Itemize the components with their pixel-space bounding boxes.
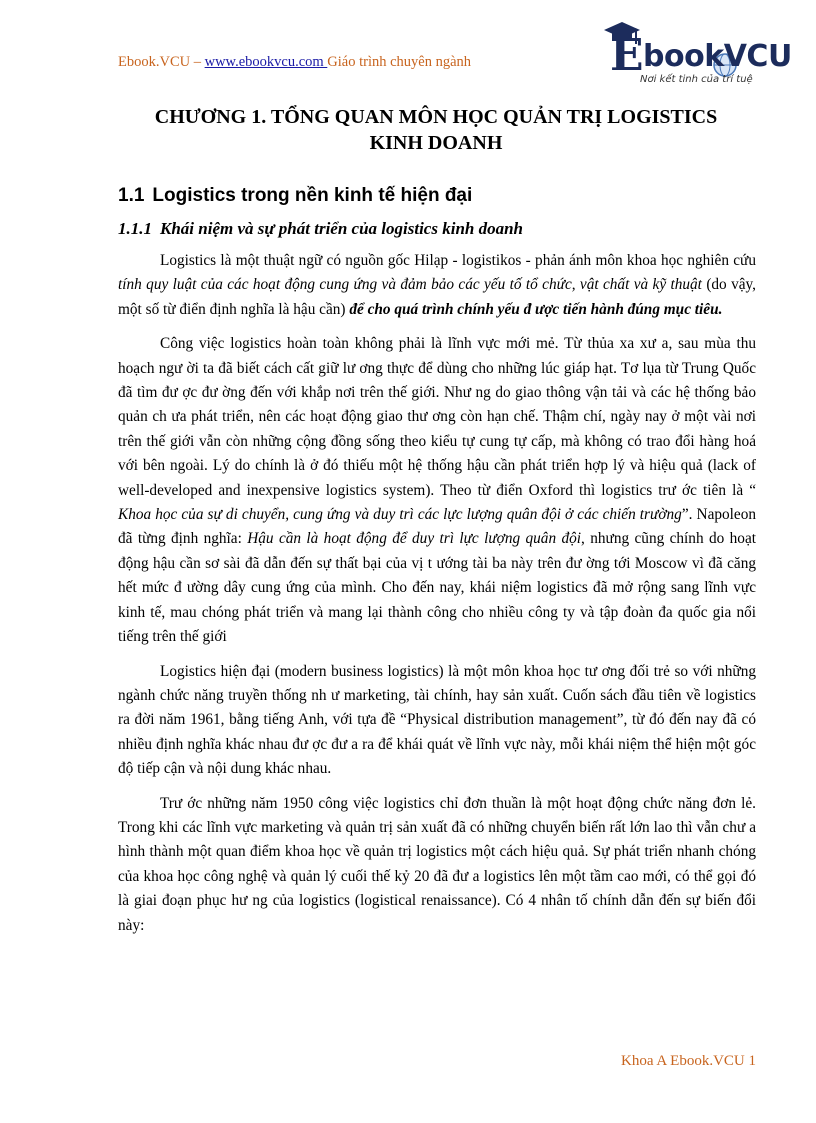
header-right-text: Giáo trình chuyên ngành [327, 54, 472, 70]
page-footer: Khoa A Ebook.VCU 1 [621, 1053, 756, 1069]
subsection-number: 1.1.1 [118, 219, 152, 238]
section-number: 1.1 [118, 185, 145, 206]
p2-text-2: ”. Napoleon đã từng định nghĩa: [118, 506, 756, 548]
p2-text-3: , nhưng cũng chính do hoạt động hậu cần sơ sài đã dẫn đến sự thất bại của vị t ướng tài ba này trên đư ờng tới Moscow vì đã căng hết mức đ ường dây cung ứng của mình. Cho đến nay, khái niệm logistics đã mở rộng sang lĩnh vực kinh tế, mau chóng phát triển và mang lại thành công cho nhiều công ty và tập đoàn đa quốc gia nổi tiếng trên thế giới [118, 530, 756, 646]
header-website-link[interactable]: www.ebookvcu.com [204, 54, 328, 70]
logo-letter-e: E [610, 30, 644, 81]
section-title: Logistics trong nền kinh tế hiện đại [152, 185, 473, 206]
p1-text: Logistics là một thuật ngữ có nguồn gốc Hilạp - logistikos - phản ánh môn khoa học nghiên cứu [160, 252, 756, 269]
paragraph-4: Trư ớc những năm 1950 công việc logistics chỉ đơn thuần là một hoạt động chức năng đơn lẻ. Trong khi các lĩnh vực marketing và quản trị sản xuất đã có những chuyển biến rất lớn lao thì vẫn chư a hình thành một quan điểm khoa học về quản trị logistics một cách hiệu quả. Sự phát triển nhanh chóng của khoa học công nghệ và quản lý cuối thế kỷ 20 đã đư a logistics lên một tầm cao mới, có thể gọi đó là giai đoạn phục hư ng của logistics (logistical renaissance). Có 4 nhân tố chính dẫn đến sự biến đổi này: [118, 794, 756, 934]
header-left-text: Ebook.VCU – [118, 54, 205, 70]
chapter-title-line2: KINH DOANH [369, 132, 503, 154]
subsection-title: Khái niệm và sự phát triển của logistics kinh doanh [160, 219, 524, 238]
logo-word-vcu: VCU [723, 39, 792, 74]
p2-italic-oxford: Khoa học của sự di chuyển, cung ứng và duy trì các lực lượng quân đội ở các chiến trường [118, 506, 682, 524]
subsection-heading [118, 219, 523, 239]
paragraph-1 [118, 249, 756, 322]
ebook-vcu-logo [600, 18, 792, 96]
chapter-title [118, 104, 754, 156]
section-heading [118, 185, 472, 207]
p1-text-2: (do vậy, một số từ điển định nghĩa là hậu cần) [118, 276, 756, 318]
body-text [118, 249, 756, 948]
p1-italic-definition: tính quy luật của các hoạt động cung ứng và đảm bảo các yếu tố tổ chức, vật chất và kỹ thuật [118, 276, 702, 294]
chapter-title-line1: CHƯƠNG 1. TỔNG QUAN MÔN HỌC QUẢN TRỊ LOGISTICS [154, 106, 718, 128]
p2-italic-napoleon: Hậu cần là hoạt động để duy trì lực lượng quân đội [247, 530, 582, 548]
logo-tagline: Nơi kết tinh của trí tuệ [640, 74, 753, 85]
logo-word-book: book [643, 39, 724, 74]
paragraph-3: Logistics hiện đại (modern business logistics) là một môn khoa học tư ơng đối trẻ so với những ngành chức năng truyền thống nh ư marketing, tài chính, hay sản xuất. Cuốn sách đầu tiên về logistics ra đời năm 1961, bằng tiếng Anh, với tựa đề “Physical distribution management”, từ đó đến nay đã có nhiều định nghĩa khác nhau đư ợc đư a ra để khái quát về lĩnh vực này, mỗi khái niệm thể hiện một góc độ tiếp cận và nội dung khác nhau. [118, 662, 756, 778]
page-header [118, 54, 471, 71]
paragraph-2 [118, 332, 756, 649]
p2-text: Công việc logistics hoàn toàn không phải là lĩnh vực mới mẻ. Từ thủa xa xư a, sau mùa thu hoạch ngư ời ta đã biết cách cất giữ lư ơng thực để dùng cho những lúc giáp hạt. Tơ lụa từ Trung Quốc đã tìm đư ợc đư ờng đến với khắp nơi trên thế giới. Như ng do giao thông vận tải và các hệ thống bảo quản ch ưa phát triển, nên các hoạt động giao thư ơng còn hạn chế. Thậm chí, ngày nay ở một vài nơi trên thế giới vẫn còn những cộng đồng sống theo kiểu tự cung tự cấp, mà không có trao đổi hàng hoá với bên ngoài. Lý do chính là ở đó thiếu một hệ thống hậu cần phát triển hợp lý và hiệu quả (lack of well-developed and inexpensive logistics system). Theo từ điển Oxford thì logistics trư ớc tiên là “ [118, 335, 756, 499]
p1-italic-purpose: để cho quá trình chính yếu đ ược tiến hành đúng mục tiêu. [349, 300, 723, 318]
